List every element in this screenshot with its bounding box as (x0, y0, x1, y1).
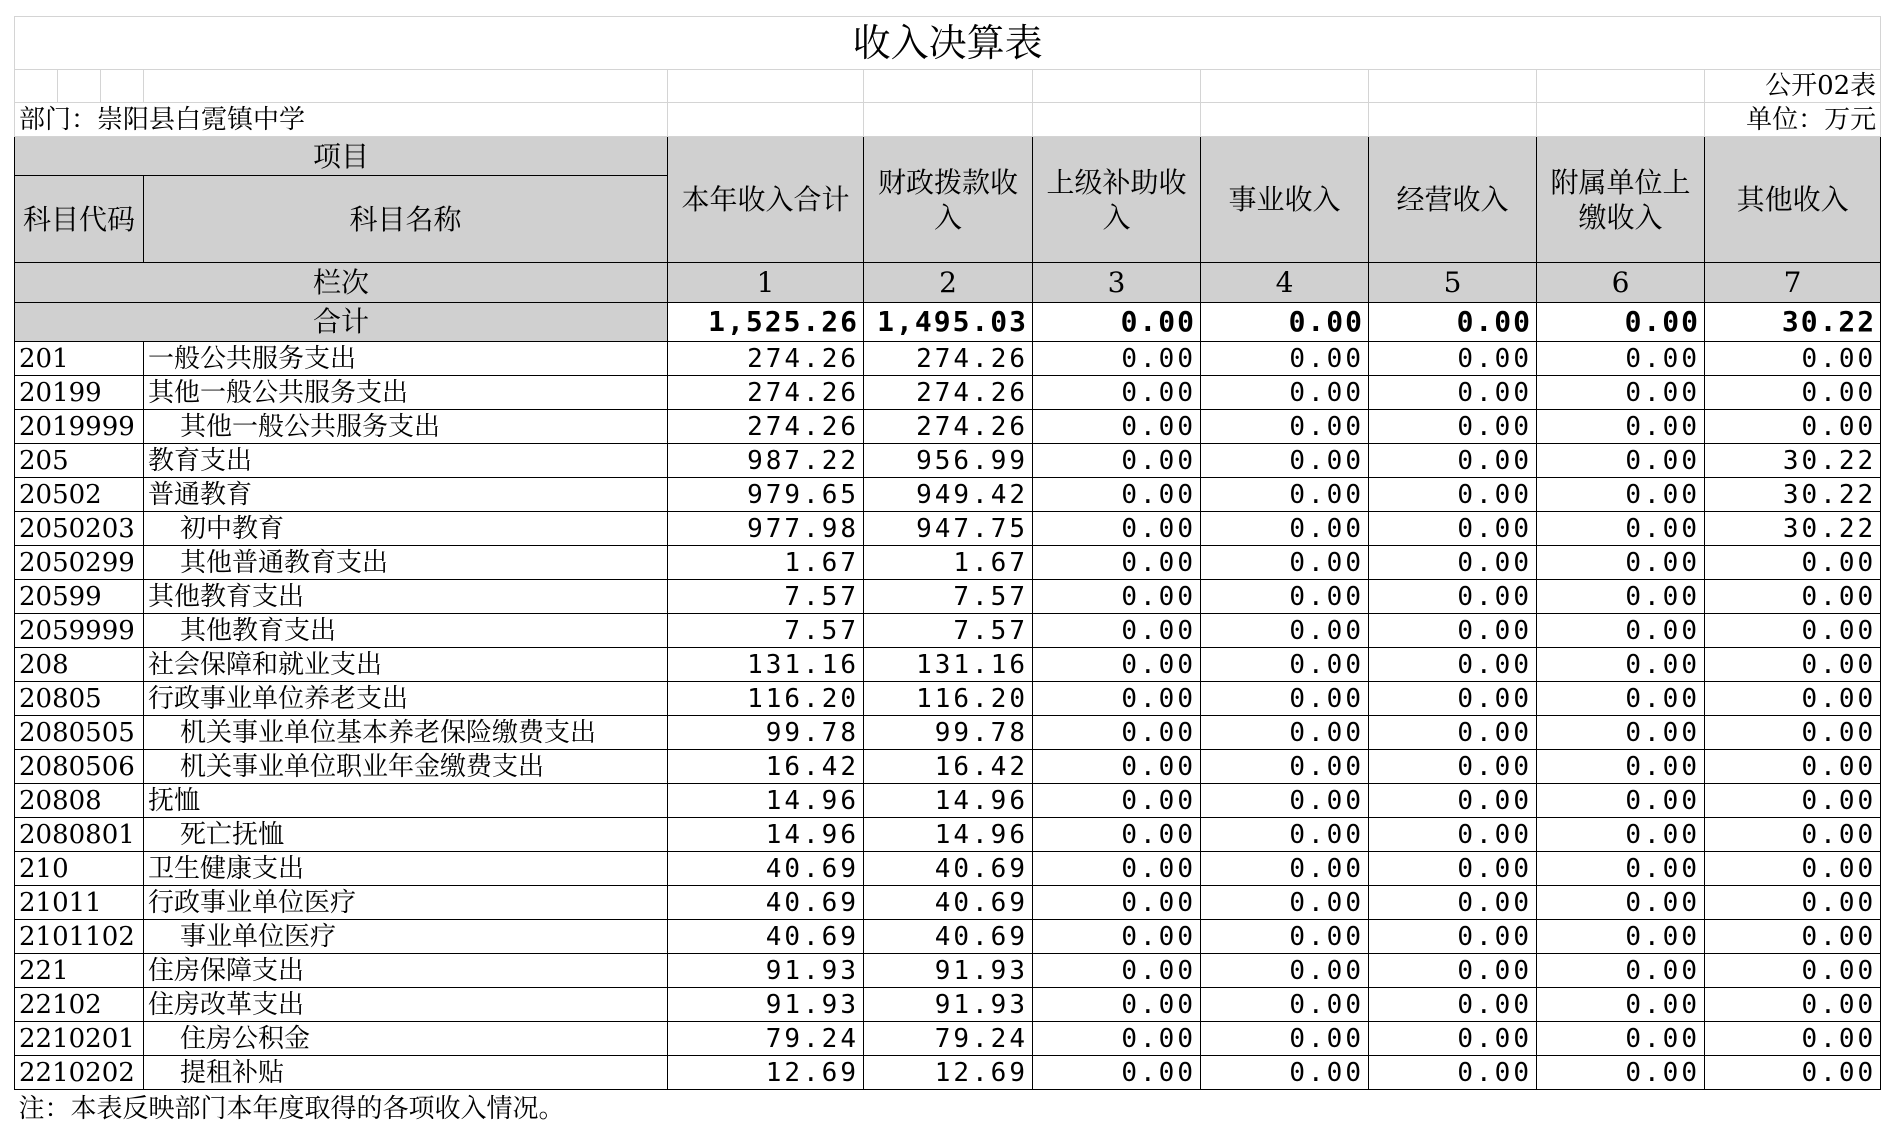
amount-cell: 12.69 (864, 1056, 1033, 1090)
amount-cell: 0.00 (1705, 818, 1881, 852)
table-row (15, 716, 1881, 750)
amount-cell: 0.00 (1033, 818, 1201, 852)
total-label: 合计 (15, 303, 668, 342)
amount-cell: 0.00 (1033, 444, 1201, 478)
amount-cell: 0.00 (1537, 716, 1705, 750)
table-row (15, 750, 1881, 784)
table-row (15, 886, 1881, 920)
amount-cell: 14.96 (668, 818, 864, 852)
subject-code: 2101102 (15, 920, 144, 954)
table-title: 收入决算表 (15, 17, 1881, 70)
subject-name: 其他一般公共服务支出 (144, 376, 668, 410)
amount-cell: 0.00 (1201, 886, 1369, 920)
subject-code: 2210201 (15, 1022, 144, 1056)
subject-name: 死亡抚恤 (144, 818, 668, 852)
amount-cell: 0.00 (1201, 580, 1369, 614)
amount-cell: 0.00 (1537, 1022, 1705, 1056)
amount-cell: 0.00 (1201, 716, 1369, 750)
amount-cell: 99.78 (668, 716, 864, 750)
amount-cell: 0.00 (1201, 478, 1369, 512)
amount-cell: 12.69 (668, 1056, 864, 1090)
seq-7: 7 (1705, 263, 1881, 303)
amount-cell: 14.96 (864, 784, 1033, 818)
amount-cell: 0.00 (1033, 376, 1201, 410)
subject-name: 事业单位医疗 (144, 920, 668, 954)
subject-name: 机关事业单位基本养老保险缴费支出 (144, 716, 668, 750)
table-row (15, 954, 1881, 988)
amount-cell: 0.00 (1033, 410, 1201, 444)
amount-cell: 0.00 (1705, 852, 1881, 886)
table-row (15, 682, 1881, 716)
subject-code: 210 (15, 852, 144, 886)
total-value: 0.00 (1201, 303, 1369, 342)
amount-cell: 0.00 (1033, 1056, 1201, 1090)
amount-cell: 7.57 (668, 614, 864, 648)
amount-cell: 0.00 (1537, 580, 1705, 614)
amount-cell: 0.00 (1201, 682, 1369, 716)
income-table (14, 16, 1881, 1128)
amount-cell: 0.00 (1369, 886, 1537, 920)
amount-cell: 1.67 (668, 546, 864, 580)
amount-cell: 0.00 (1537, 376, 1705, 410)
amount-cell: 0.00 (1537, 682, 1705, 716)
subject-code: 20502 (15, 478, 144, 512)
amount-cell: 116.20 (864, 682, 1033, 716)
subject-code: 2080801 (15, 818, 144, 852)
amount-cell: 14.96 (668, 784, 864, 818)
amount-cell: 131.16 (668, 648, 864, 682)
amount-cell: 0.00 (1537, 1056, 1705, 1090)
subject-code: 2050299 (15, 546, 144, 580)
amount-cell: 0.00 (1201, 614, 1369, 648)
amount-cell: 0.00 (1033, 954, 1201, 988)
amount-cell: 0.00 (1201, 988, 1369, 1022)
amount-cell: 0.00 (1705, 920, 1881, 954)
table-row (15, 920, 1881, 954)
amount-cell: 0.00 (1033, 886, 1201, 920)
amount-cell: 0.00 (1201, 546, 1369, 580)
subject-code: 221 (15, 954, 144, 988)
form-number: 公开02表 (1705, 70, 1881, 103)
amount-cell: 0.00 (1369, 988, 1537, 1022)
amount-cell: 0.00 (1369, 920, 1537, 954)
amount-cell: 947.75 (864, 512, 1033, 546)
subject-name: 教育支出 (144, 444, 668, 478)
total-value: 0.00 (1369, 303, 1537, 342)
amount-cell: 40.69 (668, 852, 864, 886)
amount-cell: 0.00 (1369, 546, 1537, 580)
amount-cell: 0.00 (1705, 682, 1881, 716)
amount-cell: 0.00 (1033, 682, 1201, 716)
amount-cell: 0.00 (1201, 376, 1369, 410)
amount-cell: 0.00 (1705, 580, 1881, 614)
amount-cell: 274.26 (668, 376, 864, 410)
amount-cell: 0.00 (1033, 342, 1201, 376)
amount-cell: 0.00 (1201, 342, 1369, 376)
amount-cell: 0.00 (1369, 342, 1537, 376)
amount-cell: 0.00 (1201, 1022, 1369, 1056)
header-project: 项目 (15, 137, 668, 176)
header-col-superior: 上级补助收入 (1033, 137, 1201, 263)
amount-cell: 0.00 (1201, 852, 1369, 886)
subject-code: 20599 (15, 580, 144, 614)
amount-cell: 0.00 (1369, 648, 1537, 682)
amount-cell: 0.00 (1033, 614, 1201, 648)
amount-cell: 40.69 (668, 920, 864, 954)
amount-cell: 0.00 (1201, 954, 1369, 988)
amount-cell: 0.00 (1033, 478, 1201, 512)
amount-cell: 0.00 (1537, 852, 1705, 886)
amount-cell: 0.00 (1537, 444, 1705, 478)
header-code: 科目代码 (15, 176, 144, 263)
amount-cell: 0.00 (1537, 614, 1705, 648)
amount-cell: 91.93 (864, 988, 1033, 1022)
amount-cell: 7.57 (668, 580, 864, 614)
amount-cell: 0.00 (1705, 342, 1881, 376)
amount-cell: 0.00 (1369, 784, 1537, 818)
amount-cell: 99.78 (864, 716, 1033, 750)
header-col-fiscal: 财政拨款收入 (864, 137, 1033, 263)
amount-cell: 0.00 (1033, 920, 1201, 954)
table-row (15, 988, 1881, 1022)
subject-code: 21011 (15, 886, 144, 920)
total-value: 0.00 (1537, 303, 1705, 342)
amount-cell: 0.00 (1537, 478, 1705, 512)
table-row (15, 648, 1881, 682)
table-row (15, 376, 1881, 410)
table-row (15, 580, 1881, 614)
subject-name: 卫生健康支出 (144, 852, 668, 886)
total-value: 1,495.03 (864, 303, 1033, 342)
amount-cell: 0.00 (1369, 614, 1537, 648)
amount-cell: 949.42 (864, 478, 1033, 512)
amount-cell: 40.69 (668, 886, 864, 920)
amount-cell: 16.42 (864, 750, 1033, 784)
amount-cell: 0.00 (1369, 478, 1537, 512)
table-row (15, 444, 1881, 478)
amount-cell: 0.00 (1369, 682, 1537, 716)
amount-cell: 30.22 (1705, 512, 1881, 546)
total-value: 1,525.26 (668, 303, 864, 342)
amount-cell: 0.00 (1033, 580, 1201, 614)
amount-cell: 0.00 (1537, 988, 1705, 1022)
amount-cell: 0.00 (1705, 886, 1881, 920)
subject-name: 普通教育 (144, 478, 668, 512)
amount-cell: 0.00 (1201, 784, 1369, 818)
amount-cell: 0.00 (1369, 852, 1537, 886)
amount-cell: 0.00 (1537, 920, 1705, 954)
amount-cell: 0.00 (1705, 750, 1881, 784)
subject-name: 抚恤 (144, 784, 668, 818)
header-name: 科目名称 (144, 176, 668, 263)
amount-cell: 0.00 (1033, 852, 1201, 886)
amount-cell: 131.16 (864, 648, 1033, 682)
table-row (15, 1022, 1881, 1056)
seq-6: 6 (1537, 263, 1705, 303)
amount-cell: 0.00 (1705, 614, 1881, 648)
amount-cell: 79.24 (864, 1022, 1033, 1056)
amount-cell: 91.93 (668, 988, 864, 1022)
total-value: 0.00 (1033, 303, 1201, 342)
subject-code: 201 (15, 342, 144, 376)
subject-name: 提租补贴 (144, 1056, 668, 1090)
amount-cell: 0.00 (1201, 920, 1369, 954)
unit-label: 单位：万元 (1705, 103, 1881, 137)
amount-cell: 0.00 (1033, 1022, 1201, 1056)
amount-cell: 0.00 (1369, 512, 1537, 546)
subject-code: 20805 (15, 682, 144, 716)
footnote: 注：本表反映部门本年度取得的各项收入情况。 (15, 1090, 1881, 1129)
amount-cell: 40.69 (864, 852, 1033, 886)
amount-cell: 0.00 (1033, 988, 1201, 1022)
header-col-operating: 经营收入 (1369, 137, 1537, 263)
header-col-affiliated: 附属单位上缴收入 (1537, 137, 1705, 263)
amount-cell: 0.00 (1705, 648, 1881, 682)
amount-cell: 116.20 (668, 682, 864, 716)
subject-name: 其他普通教育支出 (144, 546, 668, 580)
amount-cell: 0.00 (1369, 580, 1537, 614)
amount-cell: 0.00 (1369, 1022, 1537, 1056)
table-row (15, 784, 1881, 818)
subject-code: 2019999 (15, 410, 144, 444)
header-col-total: 本年收入合计 (668, 137, 864, 263)
table-row (15, 1056, 1881, 1090)
amount-cell: 0.00 (1369, 954, 1537, 988)
subject-code: 22102 (15, 988, 144, 1022)
amount-cell: 0.00 (1201, 818, 1369, 852)
amount-cell: 987.22 (668, 444, 864, 478)
subject-name: 社会保障和就业支出 (144, 648, 668, 682)
subject-name: 其他教育支出 (144, 614, 668, 648)
amount-cell: 0.00 (1705, 546, 1881, 580)
amount-cell: 0.00 (1201, 648, 1369, 682)
subject-name: 初中教育 (144, 512, 668, 546)
amount-cell: 0.00 (1369, 444, 1537, 478)
amount-cell: 0.00 (1033, 716, 1201, 750)
amount-cell: 0.00 (1537, 546, 1705, 580)
amount-cell: 0.00 (1201, 750, 1369, 784)
amount-cell: 274.26 (668, 410, 864, 444)
subject-code: 2050203 (15, 512, 144, 546)
amount-cell: 0.00 (1705, 1056, 1881, 1090)
amount-cell: 0.00 (1033, 512, 1201, 546)
subject-code: 208 (15, 648, 144, 682)
amount-cell: 0.00 (1537, 784, 1705, 818)
amount-cell: 14.96 (864, 818, 1033, 852)
table-row (15, 478, 1881, 512)
amount-cell: 0.00 (1705, 716, 1881, 750)
amount-cell: 0.00 (1705, 784, 1881, 818)
subject-code: 20808 (15, 784, 144, 818)
seq-1: 1 (668, 263, 864, 303)
amount-cell: 0.00 (1201, 444, 1369, 478)
amount-cell: 0.00 (1537, 886, 1705, 920)
header-col-business: 事业收入 (1201, 137, 1369, 263)
amount-cell: 0.00 (1537, 512, 1705, 546)
amount-cell: 30.22 (1705, 444, 1881, 478)
amount-cell: 30.22 (1705, 478, 1881, 512)
amount-cell: 0.00 (1201, 410, 1369, 444)
amount-cell: 0.00 (1705, 376, 1881, 410)
table-row (15, 852, 1881, 886)
seq-5: 5 (1369, 263, 1537, 303)
amount-cell: 91.93 (668, 954, 864, 988)
amount-cell: 977.98 (668, 512, 864, 546)
subject-code: 2080506 (15, 750, 144, 784)
amount-cell: 0.00 (1369, 716, 1537, 750)
seq-2: 2 (864, 263, 1033, 303)
amount-cell: 0.00 (1369, 1056, 1537, 1090)
department-label: 部门：崇阳县白霓镇中学 (15, 103, 668, 137)
subject-name: 行政事业单位医疗 (144, 886, 668, 920)
seq-4: 4 (1201, 263, 1369, 303)
amount-cell: 7.57 (864, 580, 1033, 614)
amount-cell: 0.00 (1537, 648, 1705, 682)
amount-cell: 0.00 (1201, 1056, 1369, 1090)
table-row (15, 818, 1881, 852)
amount-cell: 979.65 (668, 478, 864, 512)
amount-cell: 0.00 (1537, 954, 1705, 988)
table-row (15, 410, 1881, 444)
amount-cell: 1.67 (864, 546, 1033, 580)
amount-cell: 79.24 (668, 1022, 864, 1056)
amount-cell: 274.26 (864, 376, 1033, 410)
amount-cell: 7.57 (864, 614, 1033, 648)
amount-cell: 0.00 (1033, 750, 1201, 784)
amount-cell: 0.00 (1369, 410, 1537, 444)
amount-cell: 956.99 (864, 444, 1033, 478)
amount-cell: 0.00 (1369, 750, 1537, 784)
amount-cell: 0.00 (1537, 410, 1705, 444)
total-row (15, 303, 1881, 342)
table-row (15, 512, 1881, 546)
amount-cell: 0.00 (1705, 1022, 1881, 1056)
amount-cell: 0.00 (1705, 410, 1881, 444)
seq-3: 3 (1033, 263, 1201, 303)
amount-cell: 0.00 (1033, 784, 1201, 818)
table-row (15, 546, 1881, 580)
subject-name: 一般公共服务支出 (144, 342, 668, 376)
header-col-other: 其他收入 (1705, 137, 1881, 263)
amount-cell: 0.00 (1705, 988, 1881, 1022)
amount-cell: 16.42 (668, 750, 864, 784)
amount-cell: 0.00 (1537, 818, 1705, 852)
total-value: 30.22 (1705, 303, 1881, 342)
subject-name: 其他一般公共服务支出 (144, 410, 668, 444)
subject-code: 2059999 (15, 614, 144, 648)
amount-cell: 274.26 (864, 410, 1033, 444)
amount-cell: 0.00 (1033, 648, 1201, 682)
amount-cell: 0.00 (1537, 342, 1705, 376)
amount-cell: 0.00 (1369, 818, 1537, 852)
amount-cell: 0.00 (1705, 954, 1881, 988)
subject-code: 20199 (15, 376, 144, 410)
subject-name: 机关事业单位职业年金缴费支出 (144, 750, 668, 784)
header-seq-label: 栏次 (15, 263, 668, 303)
subject-code: 2080505 (15, 716, 144, 750)
subject-name: 住房保障支出 (144, 954, 668, 988)
table-row (15, 614, 1881, 648)
subject-name: 住房改革支出 (144, 988, 668, 1022)
amount-cell: 0.00 (1537, 750, 1705, 784)
amount-cell: 91.93 (864, 954, 1033, 988)
subject-code: 2210202 (15, 1056, 144, 1090)
subject-name: 其他教育支出 (144, 580, 668, 614)
amount-cell: 40.69 (864, 920, 1033, 954)
amount-cell: 0.00 (1033, 546, 1201, 580)
amount-cell: 0.00 (1201, 512, 1369, 546)
amount-cell: 274.26 (668, 342, 864, 376)
amount-cell: 274.26 (864, 342, 1033, 376)
income-statement-sheet (14, 16, 1880, 1128)
amount-cell: 0.00 (1369, 376, 1537, 410)
table-row (15, 342, 1881, 376)
subject-name: 住房公积金 (144, 1022, 668, 1056)
subject-code: 205 (15, 444, 144, 478)
subject-name: 行政事业单位养老支出 (144, 682, 668, 716)
amount-cell: 40.69 (864, 886, 1033, 920)
